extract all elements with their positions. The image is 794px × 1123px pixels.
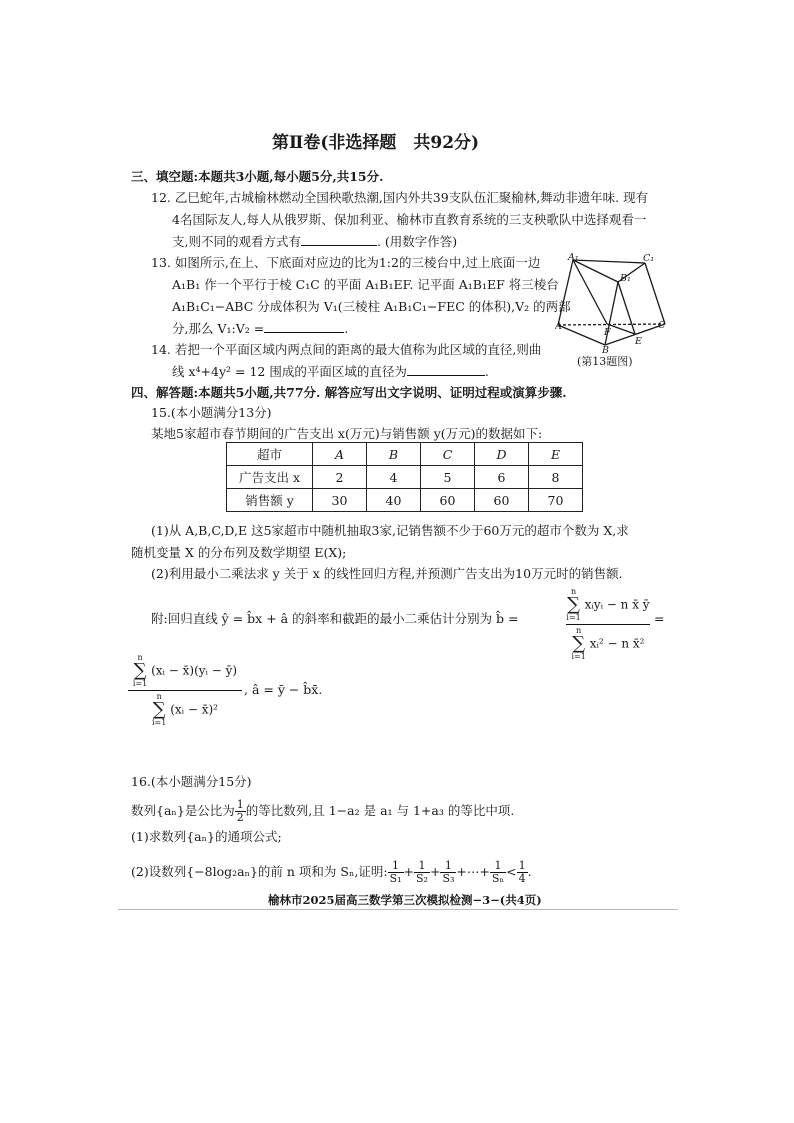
fraction-1-over-s3: $\frac{1}{\text{S₃}}$ — [442, 859, 455, 885]
formula-2-numerator: n ∑ i=1 (xᵢ − x̄)(yᵢ − ȳ) — [128, 654, 242, 691]
label-B1: B₁ — [620, 273, 631, 284]
q13-line4-tail: . — [344, 321, 349, 336]
q15-appendix: 附:回归直线 ŷ = b̂x + â 的斜率和截距的最小二乘估计分别为 b̂ = — [151, 611, 519, 626]
edge-AB — [558, 325, 605, 345]
q14-line1: 14. 若把一个平面区域内两点间的距离的最大值称为此区域的直径,则曲 — [151, 342, 542, 357]
q16-part2-text: (2)设数列{−8log₂aₙ}的前 n 项和为 Sₙ,证明: — [131, 864, 388, 879]
table-cell: 5 — [421, 466, 475, 489]
q12-line3 — [172, 233, 457, 250]
fraction-1-over-s1: $\frac{1}{\text{S₁}}$ — [389, 859, 402, 885]
period: . — [527, 864, 532, 879]
q14-line2 — [172, 363, 489, 380]
q15-data-table — [226, 442, 583, 512]
table-header-cell: D — [475, 443, 529, 466]
edge-A1C1 — [573, 260, 645, 263]
label-F: F — [604, 327, 611, 338]
fraction-1-over-s2: $\frac{1}{\text{S₂}}$ — [416, 859, 428, 885]
q14-answer-blank[interactable] — [407, 363, 485, 376]
edge-CC1 — [645, 263, 665, 324]
table-row — [227, 489, 583, 512]
table-header-cell: B — [367, 443, 421, 466]
q13-line4-text: 分,那么 V₁:V₂ = — [172, 321, 265, 336]
table-cell: 70 — [529, 489, 583, 512]
label-C: C — [658, 320, 666, 331]
table-cell: 60 — [421, 489, 475, 512]
q13-line4 — [172, 320, 348, 337]
table-header-cell: E — [529, 443, 583, 466]
q13-line2: A₁B₁ 作一个平行于棱 C₁C 的平面 A₁B₁EF. 记平面 A₁B₁EF 将三棱台 — [172, 277, 559, 292]
table-cell: 2 — [313, 466, 367, 489]
q16-part1: (1)求数列{aₙ}的通项公式; — [131, 829, 282, 844]
q16-line1-tail: 的等比数列,且 1−a₂ 是 a₁ 与 1+a₃ 的等比中项. — [245, 803, 515, 818]
edge-FE — [607, 324, 635, 334]
table-cell: 6 — [475, 466, 529, 489]
q16-line1-text: 数列{aₙ}是公比为 — [131, 803, 235, 818]
table-cell: 30 — [313, 489, 367, 512]
q15-part2: (2)利用最小二乘法求 y 关于 x 的线性回归方程,并预测广告支出为10万元时的销售额. — [151, 566, 623, 581]
formula-b-hat-1 — [566, 588, 650, 661]
section-4-heading: 四、解答题:本题共5小题,共77分. 解答应写出文字说明、证明过程或演算步骤. — [131, 385, 567, 400]
q12-line1: 12. 乙巳蛇年,古城榆林燃动全国秧歌热潮,国内外共39支队伍汇聚榆林,舞动非遗年味. 现有 — [151, 190, 649, 205]
table-cell: 8 — [529, 466, 583, 489]
label-C1: C₁ — [643, 253, 655, 264]
table-row — [227, 466, 583, 489]
q16-line1 — [131, 799, 514, 824]
sum-sign-icon: n ∑ i=1 — [132, 653, 148, 688]
table-cell: 广告支出 x — [227, 466, 313, 489]
edge-AC — [558, 324, 665, 325]
q16-header: 16.(本小题满分15分) — [131, 774, 252, 789]
sum-sign-icon: n ∑ i=1 — [152, 692, 167, 727]
q14-line2-tail: . — [484, 364, 489, 379]
section-3-heading: 三、填空题:本题共3小题,每小题5分,共15分. — [131, 169, 384, 184]
q15-header: 15.(本小题满分13分) — [151, 405, 272, 420]
footer-divider — [118, 909, 678, 910]
q15-part1-line2: 随机变量 X 的分布列及数学期望 E(X); — [131, 545, 347, 560]
less-than-sign: < — [506, 864, 517, 879]
table-cell: 销售额 y — [227, 489, 313, 512]
formula-equals: = — [654, 611, 665, 626]
edge-AA1 — [558, 260, 573, 325]
table-cell: 60 — [475, 489, 529, 512]
table-header-row — [227, 443, 583, 466]
ellipsis-sign: +⋯+ — [456, 864, 490, 879]
label-A: A — [555, 321, 562, 332]
q12-line2: 4名国际友人,每人从俄罗斯、保加利亚、榆林市直教育系统的三支秧歌队中选择观看一 — [172, 212, 647, 227]
formula-2-denominator: n ∑ i=1 (xᵢ − x̄)² — [152, 692, 218, 727]
table-header-cell: A — [313, 443, 367, 466]
table-cell: 40 — [367, 489, 421, 512]
fraction-1-over-sn: $\frac{1}{\text{Sₙ}}$ — [491, 859, 505, 885]
q12-line3-tail: . (用数字作答) — [376, 234, 458, 249]
ratio-fraction: $\frac{1}{2}$ — [236, 798, 244, 824]
part-title: 第Ⅱ卷(非选择题 共92分) — [272, 133, 480, 153]
q13-line3: A₁B₁C₁−ABC 分成体积为 V₁(三棱柱 A₁B₁C₁−FEC 的体积),V₂ 的两部 — [172, 299, 571, 314]
label-B: B — [602, 345, 609, 354]
edge-B1E — [618, 282, 635, 334]
fraction-1-over-4: $\frac{1}{4}$ — [518, 859, 526, 885]
q13-line1: 13. 如图所示,在上、下底面对应边的比为1:2的三棱台中,过上底面一边 — [151, 255, 541, 270]
edge-A1B1 — [573, 260, 618, 282]
formula-2-tail: , â = ȳ − b̂x̄. — [244, 682, 323, 697]
formula-b-hat-2 — [128, 654, 242, 727]
sum-sign-icon: n ∑ i=1 — [566, 587, 581, 622]
q13-figure-caption: (第13题图) — [577, 355, 633, 368]
plus-sign: + — [429, 864, 441, 879]
table-header-cell: C — [421, 443, 475, 466]
sum-sign-icon: n ∑ i=1 — [571, 626, 586, 661]
edge-A1F — [573, 260, 607, 324]
q14-line2-text: 线 x⁴+4y² = 12 围成的平面区域的直径为 — [172, 364, 407, 379]
q15-intro: 某地5家超市春节期间的广告支出 x(万元)与销售额 y(万元)的数据如下: — [151, 426, 543, 441]
q16-part2 — [131, 860, 532, 885]
frustum-figure — [555, 252, 670, 354]
q13-answer-blank[interactable] — [264, 320, 344, 333]
label-E: E — [635, 336, 642, 347]
table-cell: 4 — [367, 466, 421, 489]
plus-sign: + — [403, 864, 414, 879]
label-A1: A₁ — [568, 252, 579, 263]
q12-line3-text: 支,则不同的观看方式有 — [172, 234, 301, 249]
table-header-cell: 超市 — [227, 443, 313, 466]
q12-answer-blank[interactable] — [301, 233, 377, 246]
formula-1-numerator: n ∑ i=1 xᵢyᵢ − n x̄ ȳ — [566, 588, 650, 625]
formula-1-denominator: n ∑ i=1 xᵢ² − n x̄² — [571, 626, 645, 661]
q15-part1-line1: (1)从 A,B,C,D,E 这5家超市中随机抽取3家,记销售额不少于60万元的超市个数为 X,求 — [151, 523, 629, 538]
page-footer: 榆林市2025届高三数学第三次模拟检测−3−(共4页) — [268, 893, 542, 907]
